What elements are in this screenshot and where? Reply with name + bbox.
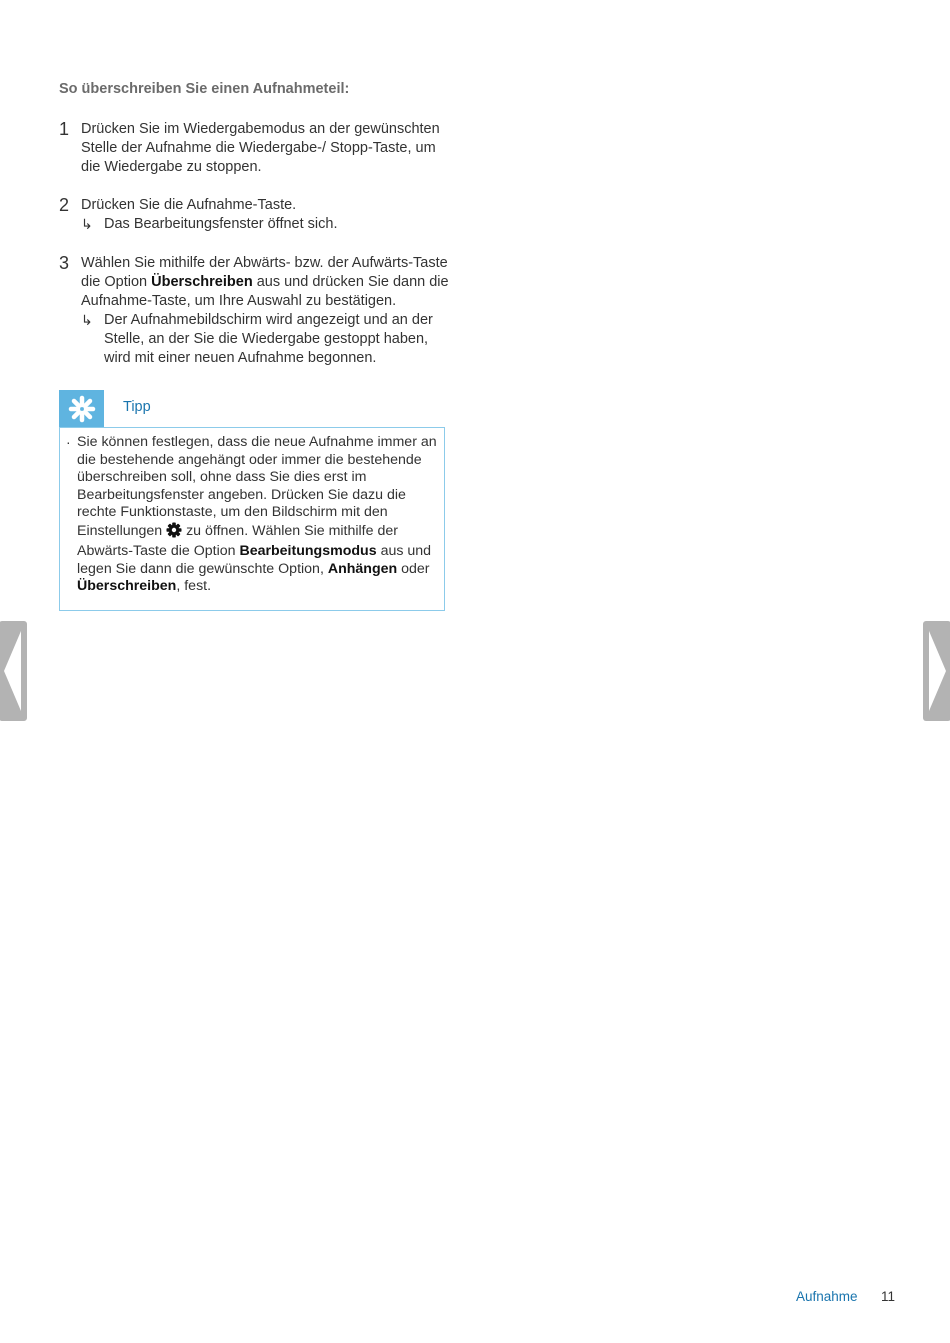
option-overwrite: Überschreiben [77,578,177,594]
step-number: 3 [59,253,70,273]
step-result-text: Der Aufnahmebildschirm wird angezeigt und an der Stelle, an der Sie die Wiedergabe gestoppt haben, wird mit einer neuen Aufnahme begonnen. [104,312,433,366]
option-append: Anhängen [327,560,398,577]
section-heading: So überschreiben Sie einen Aufnahmeteil: [59,81,350,97]
footer-section-title: Aufnahme [796,1289,858,1304]
tip-text: Sie können festlegen, dass die neue Aufnahme immer an die bestehende angehängt oder immer die bestehende überschreiben soll, ohne dass Sie dies erst im Bearbeitungsfenster angeben. Drücken Sie dazu die rechte Funktionstaste, um den Bildschirm mit den Einstellungen zu öffnen. Wählen Sie mithilfe der Abwärts-Taste die Option Bearbeitungsmodus aus und legen Sie dann die gewünschte Option, Anhängen oder Überschreiben, fest. [77,434,437,594]
option-overwrite: Überschreiben [151,274,253,290]
previous-page-button[interactable] [0,621,27,721]
step-result [81,215,454,234]
asterisk-icon [68,395,96,423]
step-text: Wählen Sie mithilfe der Abwärts- bzw. der Aufwärts-Taste die Option Überschreiben aus und drücken Sie dann die Aufnahme-Taste, um Ihre Auswahl zu bestätigen. [81,255,449,309]
next-page-button[interactable] [923,621,950,721]
chevron-left-icon [0,621,27,721]
step-number: 1 [59,119,70,139]
step-number: 2 [59,195,70,215]
tip-box [59,427,445,611]
step-2 [59,196,454,234]
bullet: · [66,434,71,450]
step-result [81,311,454,368]
result-arrow-icon: ↳ [81,216,93,232]
option-edit-mode: Bearbeitungsmodus [239,543,377,559]
step-1 [59,120,454,177]
result-arrow-icon: ↳ [81,312,93,328]
chevron-right-icon [923,621,950,721]
step-3 [59,254,454,368]
step-text: Drücken Sie die Aufnahme-Taste. [81,197,297,213]
step-text: Drücken Sie im Wiedergabemodus an der gewünschten Stelle der Aufnahme die Wiedergabe-/ Stopp-Taste, um die Wiedergabe zu stoppen. [81,121,440,175]
page-number: 11 [881,1289,896,1304]
step-result-text: Das Bearbeitungsfenster öffnet sich. [104,216,338,232]
tip-title: Tipp [123,399,151,415]
tip-badge [59,390,104,427]
gear-icon [166,522,182,544]
